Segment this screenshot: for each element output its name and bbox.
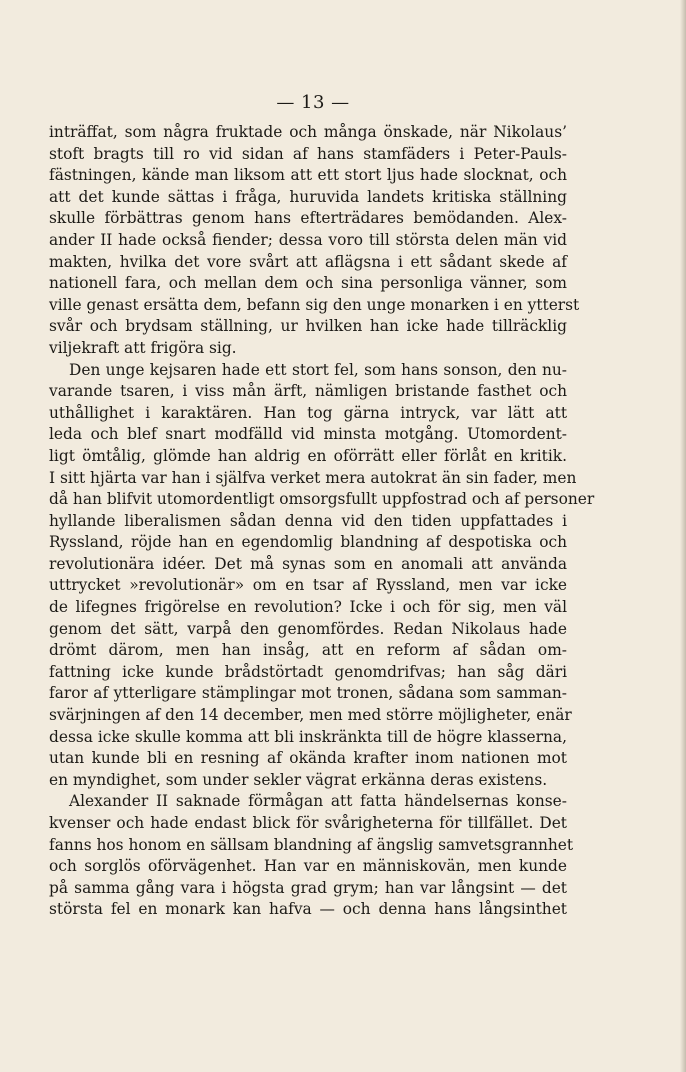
text-line: svår och brydsam ställning, ur hvilken han icke hade tillräcklig <box>49 317 567 336</box>
text-line: de lifegnes frigörelse en revolution? Icke i och för sig, men väl <box>49 598 567 617</box>
page-number: — 13 — <box>276 92 350 113</box>
text-line: genom det sätt, varpå den genomfördes. Redan Nikolaus hade <box>49 619 567 638</box>
paragraph <box>49 122 580 360</box>
text-line: skulle förbättras genom hans efterträdares bemödanden. Alex- <box>49 209 567 228</box>
text-line: uttrycket »revolutionär» om en tsar af Ryssland, men var icke <box>49 576 567 595</box>
text-line: faror af ytterligare stämplingar mot tronen, sådana som samman- <box>49 684 567 703</box>
text-line: svärjningen af den 14 december, men med större möjligheter, enär <box>49 706 572 725</box>
text-line: Alexander II saknade förmågan att fatta händelsernas konse- <box>69 792 567 811</box>
text-line: största fel en monark kan hafva — och denna hans långsinthet <box>49 900 567 919</box>
text-line: revolutionära idéer. Det må synas som en anomali att använda <box>49 554 567 573</box>
text-line: Den unge kejsaren hade ett stort fel, som hans sonson, den nu- <box>69 360 567 379</box>
text-line: viljekraft att frigöra sig. <box>49 338 237 357</box>
text-line: varande tsaren, i viss mån ärft, nämligen bristande fasthet och <box>49 382 567 401</box>
text-line: drömt därom, men han insåg, att en reform af sådan om- <box>49 641 567 660</box>
paragraph <box>49 791 574 921</box>
text-line: Ryssland, röjde han en egendomlig blandning af despotiska och <box>49 533 567 552</box>
text-line: att det kunde sättas i fråga, huruvida landets kritiska ställning <box>49 187 567 206</box>
text-line: ander II hade också fiender; dessa voro till största delen män vid <box>49 230 567 249</box>
text-line: hyllande liberalismen sådan denna vid den tiden uppfattades i <box>49 511 567 530</box>
text-line: fästningen, kände man liksom att ett stort ljus hade slocknat, och <box>49 166 567 185</box>
text-line: fanns hos honom en sällsam blandning af ängslig samvetsgrannhet <box>49 835 574 854</box>
page-edge-shadow <box>680 0 686 1072</box>
paragraph <box>49 360 595 792</box>
text-line: makten, hvilka det vore svårt att aflägsna i ett sådant skede af <box>49 252 567 271</box>
text-line: ville genast ersätta dem, befann sig den unge monarken i en ytterst <box>49 295 580 314</box>
text-line: på samma gång vara i högsta grad grym; han var långsint — det <box>49 878 567 897</box>
text-line: uthållighet i karaktären. Han tog gärna intryck, var lätt att <box>49 403 567 422</box>
text-line: inträffat, som några fruktade och många önskade, när Nikolaus’ <box>49 123 567 141</box>
text-line: fattning icke kunde brådstörtadt genomdrifvas; han såg däri <box>49 662 567 681</box>
text-line: kvenser och hade endast blick för svårigheterna för tillfället. Det <box>49 814 567 832</box>
text-line: ligt ömtålig, glömde han aldrig en oförrätt eller förlåt en kritik. <box>49 446 567 465</box>
text-line: stoft bragts till ro vid sidan af hans stamfäders i Peter-Pauls- <box>49 144 567 163</box>
text-line: en myndighet, som under sekler vägrat erkänna deras existens. <box>49 770 548 789</box>
text-line: I sitt hjärta var han i själfva verket mera autokrat än sin fader, men <box>49 468 577 487</box>
text-line: och sorglös oförvägenhet. Han var en människovän, men kunde <box>49 857 567 876</box>
text-line: då han blifvit utomordentligt omsorgsfullt uppfostrad och af personer <box>49 490 595 509</box>
text-line: leda och blef snart modfälld vid minsta motgång. Utomordent- <box>49 425 567 444</box>
text-line: nationell fara, och mellan dem och sina personliga vänner, som <box>49 274 567 293</box>
paragraph-container <box>49 122 595 921</box>
text-line: dessa icke skulle komma att bli inskränkta till de högre klasserna, <box>49 727 567 746</box>
body-text <box>49 122 595 921</box>
text-line: utan kunde bli en resning af okända krafter inom nationen mot <box>49 749 567 768</box>
